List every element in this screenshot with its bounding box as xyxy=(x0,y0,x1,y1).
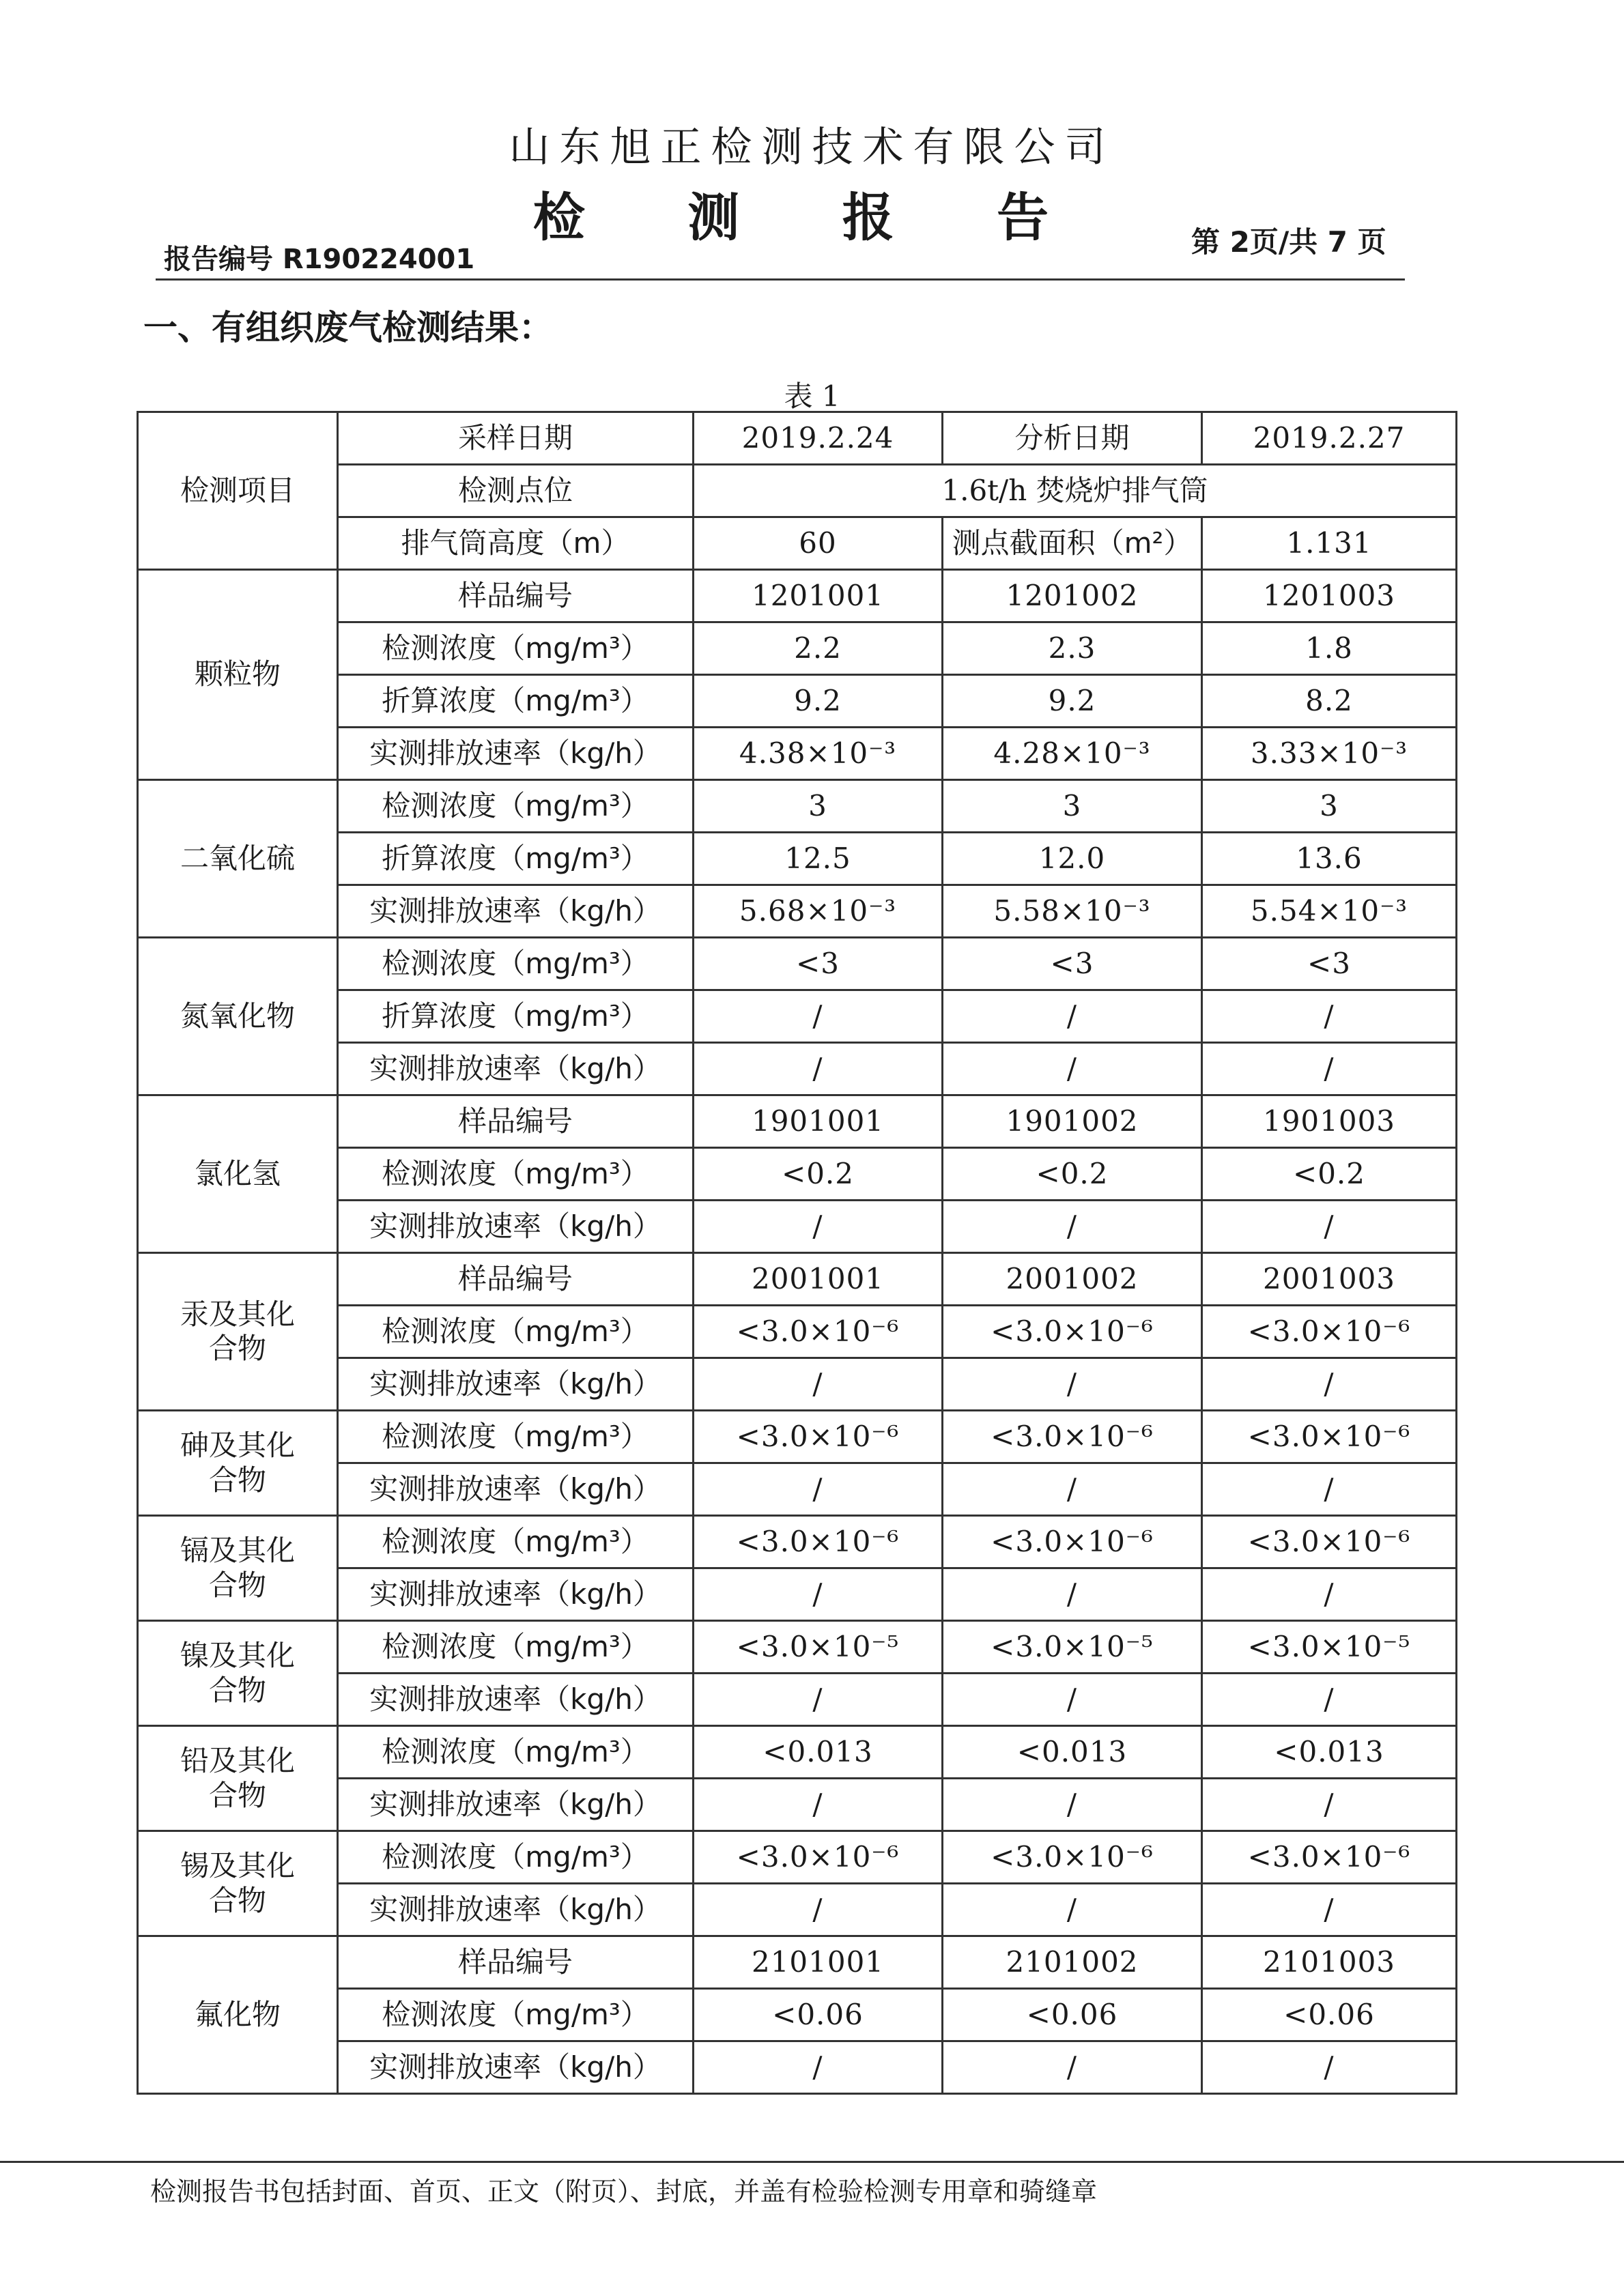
table-cell: 1.131 xyxy=(1202,517,1457,570)
table-cell: / xyxy=(943,1568,1202,1621)
row-label: 检测浓度（mg/m³） xyxy=(338,780,694,833)
section-title: 一、有组织废气检测结果： xyxy=(143,308,553,347)
row-label: 实测排放速率（kg/h） xyxy=(338,1674,694,1726)
table-cell: 2001002 xyxy=(943,1253,1202,1306)
table-cell: <3.0×10⁻⁶ xyxy=(943,1831,1202,1884)
row-label: 实测排放速率（kg/h） xyxy=(338,1201,694,1253)
table-cell: / xyxy=(694,990,943,1043)
table-cell: <3.0×10⁻⁶ xyxy=(1202,1306,1457,1358)
table-cell: 5.68×10⁻³ xyxy=(694,885,943,938)
table-row xyxy=(138,1411,1457,1463)
table-cell: 1901003 xyxy=(1202,1095,1457,1148)
table-cell: 4.38×10⁻³ xyxy=(694,728,943,780)
table-cell: <0.2 xyxy=(943,1148,1202,1201)
table-cell: <3 xyxy=(694,938,943,990)
row-label: 检测浓度（mg/m³） xyxy=(338,1516,694,1568)
table-cell: / xyxy=(1202,1674,1457,1726)
table-cell: 12.0 xyxy=(943,833,1202,885)
table-cell: 13.6 xyxy=(1202,833,1457,885)
company-name: 山东旭正检测技术有限公司 xyxy=(509,124,1115,171)
table-row xyxy=(138,1253,1457,1306)
table-cell: <3.0×10⁻⁶ xyxy=(694,1411,943,1463)
row-label: 实测排放速率（kg/h） xyxy=(338,1568,694,1621)
table-cell: <3 xyxy=(1202,938,1457,990)
table-cell: / xyxy=(943,1201,1202,1253)
row-label: 折算浓度（mg/m³） xyxy=(338,833,694,885)
table-cell: / xyxy=(1202,1463,1457,1516)
table-cell: 3.33×10⁻³ xyxy=(1202,728,1457,780)
group-label: 氟化物 xyxy=(138,1936,338,2094)
table-row xyxy=(138,412,1457,465)
table-cell: 2101003 xyxy=(1202,1936,1457,1989)
table-cell: / xyxy=(1202,1043,1457,1095)
table-caption: 表 1 xyxy=(784,379,840,413)
table-row xyxy=(138,1621,1457,1674)
row-label: 检测点位 xyxy=(338,465,694,517)
row-label: 实测排放速率（kg/h） xyxy=(338,1358,694,1411)
table-cell: / xyxy=(943,1674,1202,1726)
table-cell: 60 xyxy=(694,517,943,570)
table-cell: / xyxy=(1202,1568,1457,1621)
group-label: 汞及其化 合物 xyxy=(138,1253,338,1411)
row-label: 折算浓度（mg/m³） xyxy=(338,675,694,728)
table-cell: 3 xyxy=(943,780,1202,833)
table-cell: 12.5 xyxy=(694,833,943,885)
table-cell: <3.0×10⁻⁶ xyxy=(1202,1831,1457,1884)
group-label: 二氧化硫 xyxy=(138,780,338,938)
table-cell: / xyxy=(943,2041,1202,2094)
table-cell: 2.2 xyxy=(694,622,943,675)
table-cell: / xyxy=(694,1358,943,1411)
table-cell: <0.2 xyxy=(1202,1148,1457,1201)
table-cell: 2001001 xyxy=(694,1253,943,1306)
table-cell: <3.0×10⁻⁶ xyxy=(943,1516,1202,1568)
table-cell: / xyxy=(694,2041,943,2094)
group-label: 镉及其化 合物 xyxy=(138,1516,338,1621)
footer-divider xyxy=(0,2161,1624,2163)
table-cell: <0.013 xyxy=(943,1726,1202,1779)
table-cell: 1901001 xyxy=(694,1095,943,1148)
table-cell: <0.2 xyxy=(694,1148,943,1201)
row-label: 检测浓度（mg/m³） xyxy=(338,1148,694,1201)
table-cell: <0.06 xyxy=(694,1989,943,2041)
table-cell: <3.0×10⁻⁶ xyxy=(694,1306,943,1358)
table-cell: 2019.2.24 xyxy=(694,412,943,465)
table-cell: <3.0×10⁻⁶ xyxy=(943,1411,1202,1463)
row-label: 检测浓度（mg/m³） xyxy=(338,1726,694,1779)
row-label: 折算浓度（mg/m³） xyxy=(338,990,694,1043)
table-cell: 8.2 xyxy=(1202,675,1457,728)
table-cell: <3.0×10⁻⁶ xyxy=(1202,1516,1457,1568)
table-cell: 2101001 xyxy=(694,1936,943,1989)
table-cell: <0.06 xyxy=(943,1989,1202,2041)
header-divider xyxy=(156,278,1405,281)
table-row xyxy=(138,1726,1457,1779)
row-label: 样品编号 xyxy=(338,570,694,622)
table-row xyxy=(138,1516,1457,1568)
row-label: 分析日期 xyxy=(943,412,1202,465)
table-cell: / xyxy=(694,1043,943,1095)
results-table xyxy=(137,411,1457,2095)
row-label: 实测排放速率（kg/h） xyxy=(338,2041,694,2094)
row-label: 检测浓度（mg/m³） xyxy=(338,938,694,990)
row-label: 检测浓度（mg/m³） xyxy=(338,1989,694,2041)
table-cell: / xyxy=(1202,2041,1457,2094)
table-cell: <3.0×10⁻⁶ xyxy=(1202,1411,1457,1463)
table-row xyxy=(138,938,1457,990)
table-cell: / xyxy=(1202,1884,1457,1936)
row-label: 样品编号 xyxy=(338,1936,694,1989)
group-label: 氯化氢 xyxy=(138,1095,338,1253)
group-label: 镍及其化 合物 xyxy=(138,1621,338,1726)
table-cell: / xyxy=(1202,1358,1457,1411)
table-cell: 2001003 xyxy=(1202,1253,1457,1306)
table-cell: / xyxy=(1202,1779,1457,1831)
table-cell: / xyxy=(1202,990,1457,1043)
table-cell: <0.013 xyxy=(694,1726,943,1779)
table-row xyxy=(138,1936,1457,1989)
row-label: 实测排放速率（kg/h） xyxy=(338,728,694,780)
row-label: 排气筒高度（m） xyxy=(338,517,694,570)
row-label: 实测排放速率（kg/h） xyxy=(338,1043,694,1095)
table-cell: 3 xyxy=(694,780,943,833)
table-cell: 1.6t/h 焚烧炉排气筒 xyxy=(694,465,1457,517)
table-cell: <0.06 xyxy=(1202,1989,1457,2041)
table-cell: <3.0×10⁻⁵ xyxy=(1202,1621,1457,1674)
report-title: 检 测 报 告 xyxy=(532,187,1092,248)
row-label: 采样日期 xyxy=(338,412,694,465)
table-cell: / xyxy=(943,990,1202,1043)
row-label: 实测排放速率（kg/h） xyxy=(338,1779,694,1831)
table-cell: / xyxy=(943,1463,1202,1516)
group-label: 检测项目 xyxy=(138,412,338,570)
table-cell: 2.3 xyxy=(943,622,1202,675)
table-row xyxy=(138,1831,1457,1884)
footnote: 检测报告书包括封面、首页、正文（附页）、封底，并盖有检验检测专用章和骑缝章 xyxy=(150,2177,1098,2207)
table-cell: 9.2 xyxy=(943,675,1202,728)
table-cell: 1901002 xyxy=(943,1095,1202,1148)
table-cell: / xyxy=(694,1463,943,1516)
table-row xyxy=(138,570,1457,622)
row-label: 检测浓度（mg/m³） xyxy=(338,1831,694,1884)
table-cell: 1201002 xyxy=(943,570,1202,622)
table-cell: 5.54×10⁻³ xyxy=(1202,885,1457,938)
table-cell: 3 xyxy=(1202,780,1457,833)
group-label: 颗粒物 xyxy=(138,570,338,780)
report-number: 报告编号 R190224001 xyxy=(164,244,475,275)
table-row xyxy=(138,1095,1457,1148)
table-cell: / xyxy=(943,1043,1202,1095)
row-label: 测点截面积（m²） xyxy=(943,517,1202,570)
table-cell: 2101002 xyxy=(943,1936,1202,1989)
table-cell: / xyxy=(943,1779,1202,1831)
table-cell: 9.2 xyxy=(694,675,943,728)
table-cell: / xyxy=(694,1779,943,1831)
table-cell: 4.28×10⁻³ xyxy=(943,728,1202,780)
table-cell: <0.013 xyxy=(1202,1726,1457,1779)
row-label: 样品编号 xyxy=(338,1095,694,1148)
table-cell: 1201001 xyxy=(694,570,943,622)
page-indicator: 第 2页/共 7 页 xyxy=(1191,225,1386,259)
row-label: 实测排放速率（kg/h） xyxy=(338,885,694,938)
group-label: 砷及其化 合物 xyxy=(138,1411,338,1516)
row-label: 样品编号 xyxy=(338,1253,694,1306)
table-cell: 1.8 xyxy=(1202,622,1457,675)
row-label: 检测浓度（mg/m³） xyxy=(338,1306,694,1358)
row-label: 检测浓度（mg/m³） xyxy=(338,1621,694,1674)
table-cell: 1201003 xyxy=(1202,570,1457,622)
table-cell: 2019.2.27 xyxy=(1202,412,1457,465)
table-cell: <3.0×10⁻⁶ xyxy=(694,1516,943,1568)
group-label: 氮氧化物 xyxy=(138,938,338,1095)
table-cell: / xyxy=(1202,1201,1457,1253)
row-label: 实测排放速率（kg/h） xyxy=(338,1884,694,1936)
table-cell: / xyxy=(694,1884,943,1936)
row-label: 实测排放速率（kg/h） xyxy=(338,1463,694,1516)
group-label: 铅及其化 合物 xyxy=(138,1726,338,1831)
table-cell: / xyxy=(694,1674,943,1726)
group-label: 锡及其化 合物 xyxy=(138,1831,338,1936)
table-cell: / xyxy=(943,1358,1202,1411)
table-cell: <3 xyxy=(943,938,1202,990)
table-cell: / xyxy=(694,1201,943,1253)
table-cell: 5.58×10⁻³ xyxy=(943,885,1202,938)
table-row xyxy=(138,780,1457,833)
table-cell: / xyxy=(943,1884,1202,1936)
row-label: 检测浓度（mg/m³） xyxy=(338,1411,694,1463)
row-label: 检测浓度（mg/m³） xyxy=(338,622,694,675)
table-cell: <3.0×10⁻⁵ xyxy=(694,1621,943,1674)
table-cell: <3.0×10⁻⁶ xyxy=(694,1831,943,1884)
table-cell: / xyxy=(694,1568,943,1621)
table-cell: <3.0×10⁻⁶ xyxy=(943,1306,1202,1358)
table-cell: <3.0×10⁻⁵ xyxy=(943,1621,1202,1674)
